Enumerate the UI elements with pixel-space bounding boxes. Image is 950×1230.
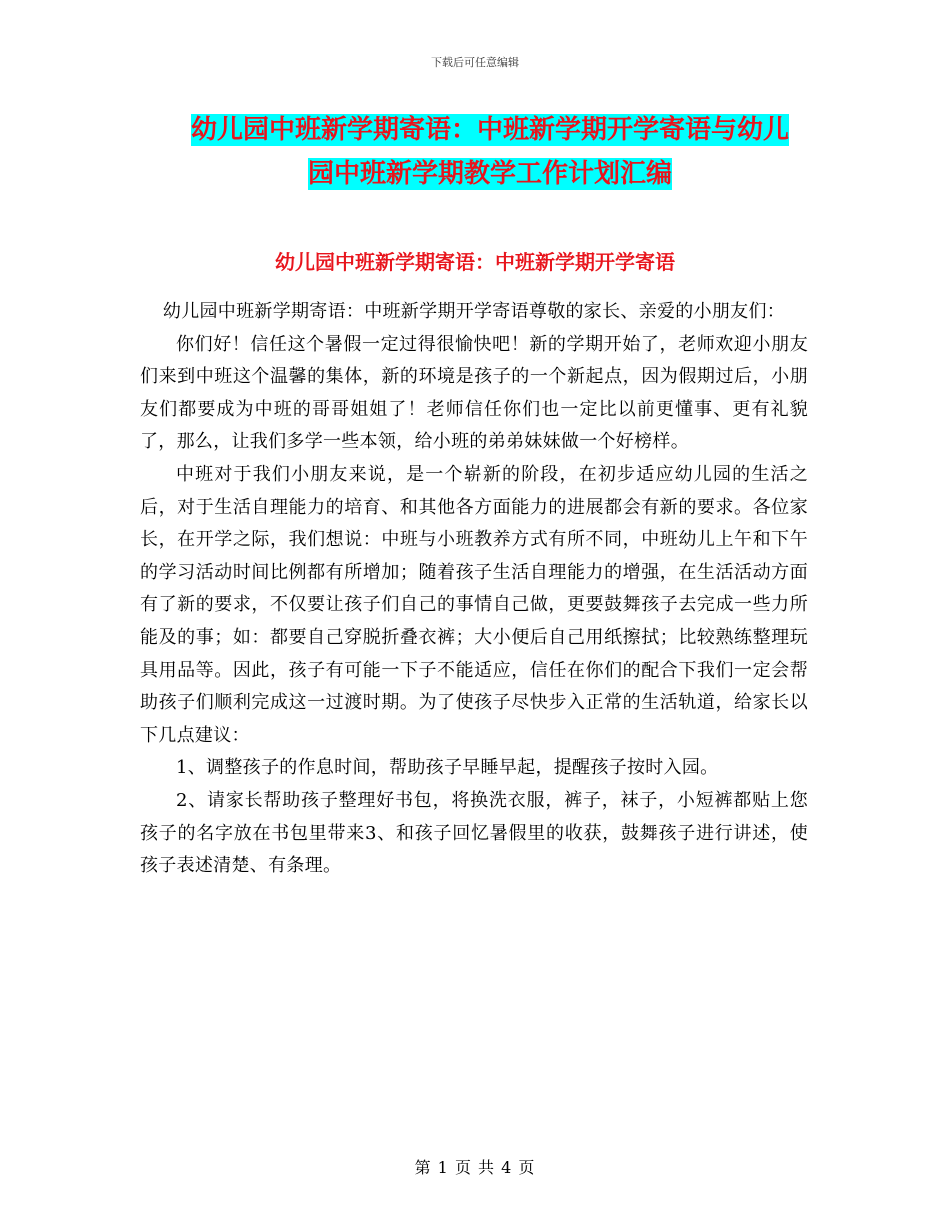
page-number: 第 1 页 共 4 页: [414, 1158, 536, 1177]
section-title: 幼儿园中班新学期寄语：中班新学期开学寄语: [275, 250, 675, 274]
document-body: [140, 296, 808, 883]
document-title-line-1: 幼儿园中班新学期寄语：中班新学期开学寄语与幼儿: [190, 115, 789, 145]
paragraph-list-item: 1、调整孩子的作息时间，帮助孩子早睡早起，提醒孩子按时入园。: [176, 757, 719, 779]
document-title-line-2: 园中班新学期教学工作计划汇编: [307, 159, 672, 189]
paragraph: 中班对于我们小朋友来说，是一个崭新的阶段，在初步适应幼儿园的生活之后，对于生活自理能力的培育、和其他各方面能力的进展都会有新的要求。各位家长，在开学之际，我们想说：中班与小班教养方式有所不同，中班幼儿上午和下午的学习活动时间比例都有所增加；随着孩子生活自理能力的增强，在生活活动方面有了新的要求，不仅要让孩子们自己的事情自己做，更要鼓舞孩子去完成一些力所能及的事；如：都要自己穿脱折叠衣裤；大小便后自己用纸擦拭；比较熟练整理玩具用品等。因此，孩子有可能一下子不能适应，信任在你们的配合下我们一定会帮助孩子们顺利完成这一过渡时期。为了使孩子尽快步入正常的生活轨道，给家长以下几点建议：: [140, 463, 808, 746]
document-title: [140, 108, 840, 196]
header-note: 下载后可任意编辑: [431, 56, 519, 69]
paragraph: 你们好！信任这个暑假一定过得很愉快吧！新的学期开始了，老师欢迎小朋友们来到中班这个温馨的集体，新的环境是孩子的一个新起点，因为假期过后，小朋友们都要成为中班的哥哥姐姐了！老师信任你们也一定比以前更懂事、更有礼貌了，那么，让我们多学一些本领，给小班的弟弟妹妹做一个好榜样。: [140, 333, 808, 453]
paragraph-intro: 幼儿园中班新学期寄语：中班新学期开学寄语尊敬的家长、亲爱的小朋友们：: [162, 301, 786, 322]
paragraph-list-item: 2、请家长帮助孩子整理好书包，将换洗衣服，裤子，袜子，小短裤都贴上您孩子的名字放在书包里带来3、和孩子回忆暑假里的收获，鼓舞孩子进行讲述，使孩子表述清楚、有条理。: [140, 789, 808, 877]
